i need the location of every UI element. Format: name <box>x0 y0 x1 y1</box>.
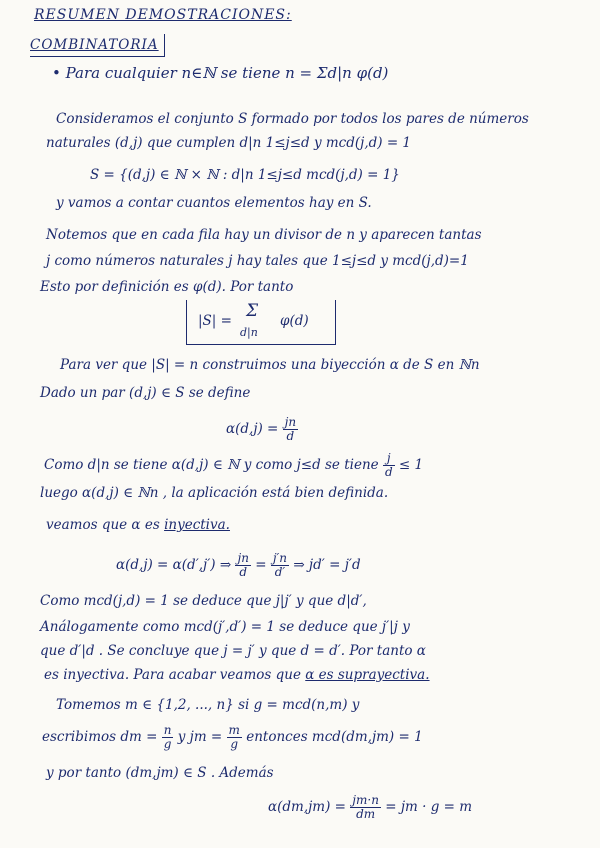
boxed-formula-left: |S| = <box>198 313 232 329</box>
text-line: Análogamente como mcd(j′,d′) = 1 se deduce que j′|j y <box>40 619 410 635</box>
formula-injective <box>116 552 361 579</box>
fraction-numerator: j <box>383 452 395 466</box>
section-subtitle: COMBINATORIA <box>30 37 159 53</box>
fraction <box>227 724 242 751</box>
text-line: Para ver que |S| = n construimos una biyección α de S en ℕn <box>60 357 480 373</box>
fraction-numerator: j′n <box>272 551 288 565</box>
text-segment: ⇒ jd′ = j′d <box>293 557 361 573</box>
fraction-denominator: dm <box>356 807 376 821</box>
text-segment: α(dm,jm) = <box>268 799 346 815</box>
text-line: naturales (d,j) que cumplen d|n 1≤j≤d y mcd(j,d) = 1 <box>46 135 412 151</box>
text-segment: = <box>255 557 267 573</box>
fraction-denominator: g <box>163 737 172 751</box>
formula-alpha <box>226 416 298 443</box>
fraction-numerator: jn <box>237 551 249 565</box>
text-line: y vamos a contar cuantos elementos hay en S. <box>56 195 372 211</box>
fraction-denominator: d <box>286 429 295 443</box>
formula-left: α(d,j) = <box>226 421 279 437</box>
fraction <box>162 724 174 751</box>
text-segment: α(d,j) = α(d′,j′) ⇒ <box>116 557 232 573</box>
fraction-denominator: d <box>384 465 393 479</box>
formula-surjective <box>268 794 472 821</box>
boxed-formula-right: φ(d) <box>280 313 309 329</box>
text-line <box>42 724 423 751</box>
boxed-formula-sum: Σ <box>246 301 259 321</box>
page-title: RESUMEN DEMOSTRACIONES: <box>34 7 292 23</box>
fraction-numerator: jm·n <box>352 793 379 807</box>
text-line: Esto por definición es φ(d). Por tanto <box>40 279 294 295</box>
text-line <box>46 516 230 534</box>
text-line: Dado un par (d,j) ∈ S se define <box>40 385 251 401</box>
theorem-statement: • Para cualquier n∈ℕ se tiene n = Σd|n φ(d) <box>52 64 389 82</box>
fraction <box>235 552 250 579</box>
fraction-numerator: n <box>163 723 172 737</box>
text-segment: veamos que α es <box>46 517 160 533</box>
fraction-denominator: d <box>239 565 248 579</box>
text-segment: ≤ 1 <box>398 457 424 473</box>
text-line: luego α(d,j) ∈ ℕn , la aplicación está bien definida. <box>40 485 389 501</box>
text-segment: Como d|n se tiene α(d,j) ∈ ℕ y como j≤d se tiene <box>44 457 379 473</box>
fraction-numerator: jn <box>284 415 297 429</box>
text-line: Tomemos m ∈ {1,2, ..., n} si g = mcd(n,m) y <box>56 697 360 713</box>
text-line: Notemos que en cada fila hay un divisor de n y aparecen tantas <box>46 227 482 243</box>
text-line: Como mcd(j,d) = 1 se deduce que j|j′ y que d|d′, <box>40 593 367 609</box>
underlined-term: α es suprayectiva. <box>305 667 430 683</box>
underlined-term: inyectiva. <box>164 517 230 533</box>
text-line <box>44 666 430 684</box>
fraction-denominator: g <box>230 737 239 751</box>
text-line <box>44 452 423 479</box>
text-segment: y jm = <box>177 729 223 745</box>
text-line: y por tanto (dm,jm) ∈ S . Además <box>46 765 274 781</box>
text-segment: escribimos dm = <box>42 729 158 745</box>
fraction <box>350 794 381 821</box>
text-line: Consideramos el conjunto S formado por todos los pares de números <box>56 111 529 127</box>
fraction-numerator: m <box>228 723 240 737</box>
text-segment: = jm · g = m <box>385 799 473 815</box>
fraction-denominator: d′ <box>274 565 286 579</box>
fraction <box>383 452 395 479</box>
set-definition: S = {(d,j) ∈ ℕ × ℕ : d|n 1≤j≤d mcd(j,d) = 1} <box>90 167 400 183</box>
text-line: j como números naturales j hay tales que 1≤j≤d y mcd(j,d)=1 <box>46 253 469 269</box>
text-line: que d′|d . Se concluye que j = j′ y que d = d′. Por tanto α <box>40 643 426 659</box>
fraction <box>271 552 289 579</box>
fraction <box>283 416 298 443</box>
text-segment: es inyectiva. Para acabar veamos que <box>44 667 301 683</box>
text-segment: entonces mcd(dm,jm) = 1 <box>246 729 423 745</box>
boxed-formula-subscript: d|n <box>240 326 258 339</box>
